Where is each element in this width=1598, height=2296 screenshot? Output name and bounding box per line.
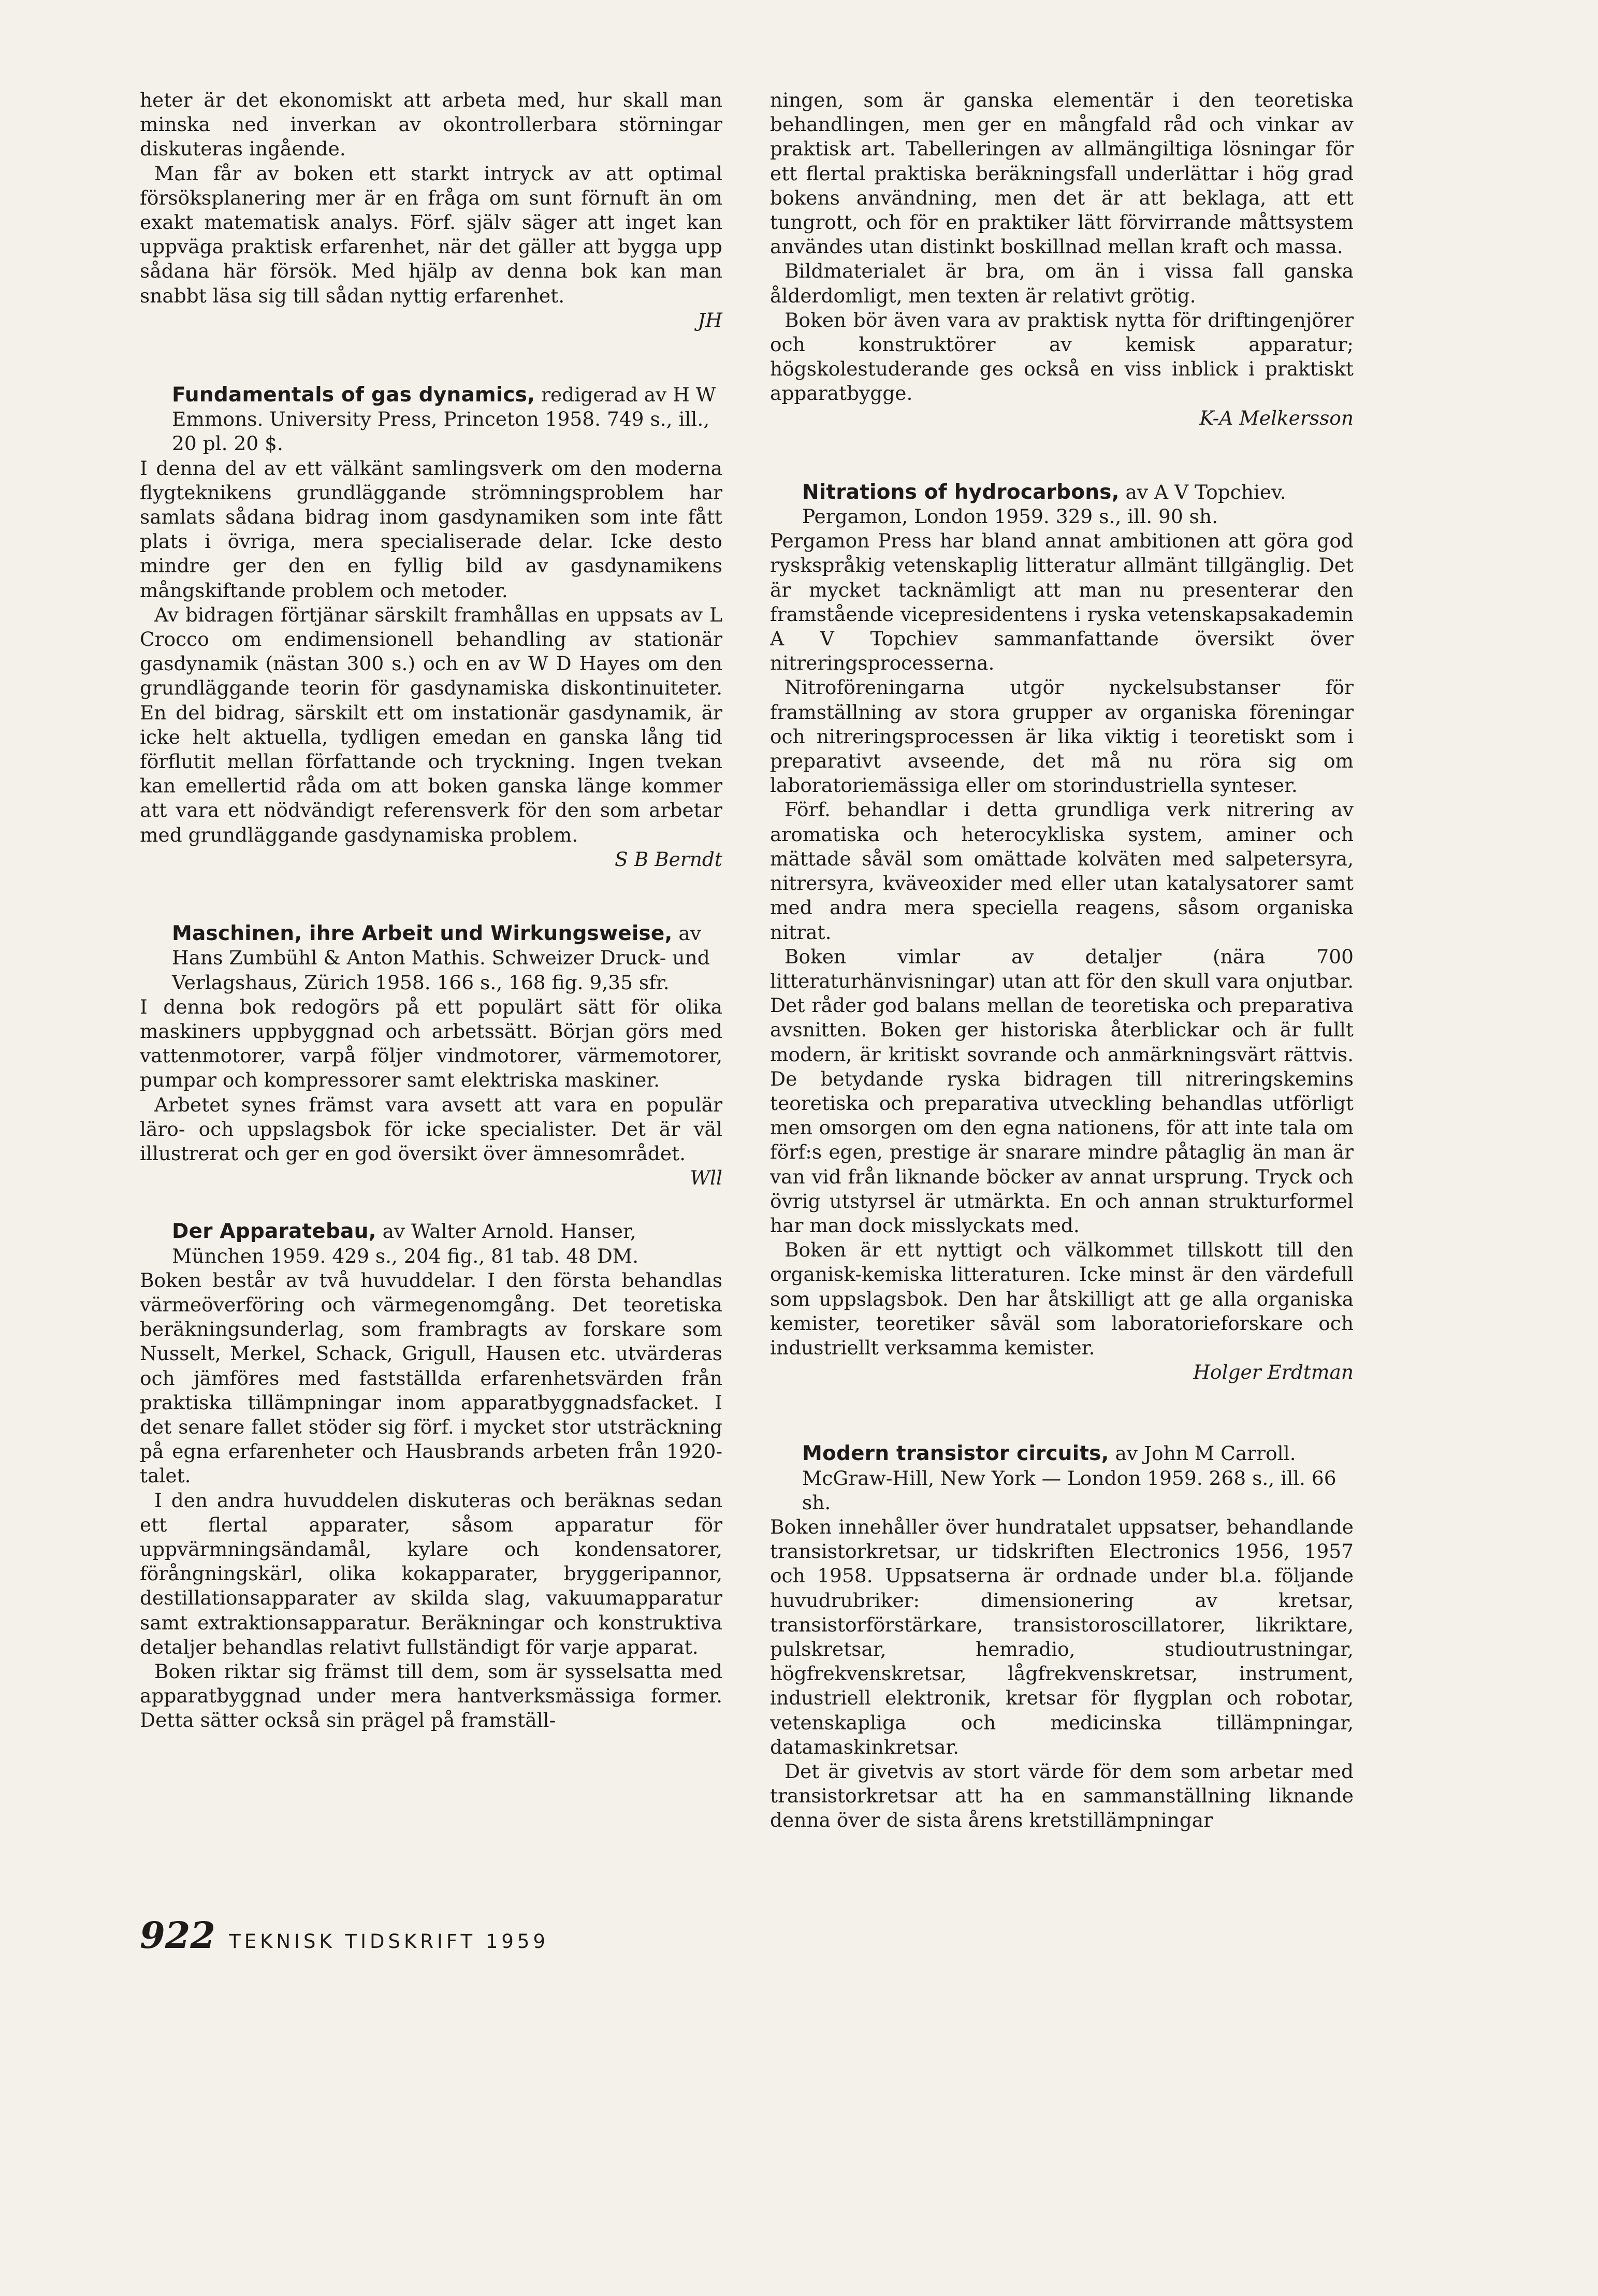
paragraph: Boken vimlar av detaljer (nära 700 litteraturhänvisningar) utan att för den skull vara onjutbar. Det råder god balans mellan de teoretiska och preparativa avsnitten. Boken ger historiska återblickar och är fullt modern, är kritiskt sovrande och anmärkningsvärt rättvis. De betydande ryska bidragen till nitreringskemins teoretiska och preparativa utveckling behandlas utförligt men omsorgen om den egna nationens, för att inte tala om förf:s egen, prestige är snarare mindre påtaglig än man är van vid från liknande böcker av annat ursprung. Tryck och övrig utstyrsel är utmärkta. En och annan strukturformel har man dock misslyckats med.	[770, 945, 1354, 1237]
journal-title: TEKNISK TIDSKRIFT 1959	[229, 1930, 549, 1953]
paragraph: Boken innehåller över hundratalet uppsatser, behandlande transistorkretsar, ur tidskriften Electronics 1956, 1957 och 1958. Uppsatserna är ordnade under bl.a. följande huvudrubriker: dimensionering av kretsar, transistorförstärkare, transistoroscillatorer, likriktare, pulskretsar, hemradio, studioutrustningar, högfrekvenskretsar, lågfrekvenskretsar, instrument, industriell elektronik, kretsar för flygplan och robotar, vetenskapliga och medicinska tillämpningar, datamaskinkretsar.	[770, 1515, 1354, 1758]
paragraph: Arbetet synes främst vara avsett att vara en populär läro- och uppslagsbok för icke specialister. Det är väl illustrerat och ger en god översikt över ämnesområdet.	[140, 1093, 722, 1165]
review-continued	[770, 88, 1354, 430]
book-details: av Hans Zumbühl & Anton Mathis. Schweizer Druck- und Verlagshaus, Zürich 1958. 166 s., 168 fig. 9,35 sfr.	[172, 922, 710, 994]
reviewer-signature: S B Berndt	[615, 847, 722, 871]
right-column	[770, 88, 1354, 1833]
book-details: av Walter Arnold. Hanser, München 1959. 429 s., 204 fig., 81 tab. 48 DM.	[172, 1220, 639, 1267]
paragraph: Nitroföreningarna utgör nyckelsubstanser för framställning av stora grupper av organiska föreningar och nitreringsprocessen är lika viktig i teoretiskt som i preparativt avseende, det må nu röra sig om laboratoriemässiga eller om storindustriella synteser.	[770, 676, 1354, 797]
review-heading	[770, 480, 1354, 529]
review-heading	[140, 383, 722, 456]
paragraph: Förf. behandlar i detta grundliga verk nitrering av aromatiska och heterocykliska system, aminer och mättade såväl som omättade kolväten med salpetersyra, nitrersyra, kväveoxider med eller utan katalysatorer samt med andra mera speciella reagens, såsom organiska nitrat.	[770, 798, 1354, 944]
review-nitrations	[770, 480, 1354, 1385]
reviewer-signature: Wll	[690, 1166, 722, 1190]
review-maschinen	[140, 921, 722, 1190]
paragraph: Man får av boken ett starkt intryck av att optimal försöksplanering mer är en fråga om sunt förnuft än om exakt matematisk analys. Förf. själv säger att inget kan uppväga praktisk erfarenhet, när det gäller att bygga upp sådana här försök. Med hjälp av denna bok kan man snabbt läsa sig till sådan nyttig erfarenhet.	[140, 162, 722, 307]
paragraph: Boken bör även vara av praktisk nytta för driftingenjörer och konstruktörer av kemisk apparatur; högskolestuderande ges också en viss inblick i praktiskt apparatbygge.	[770, 308, 1354, 405]
paragraph: I denna bok redogörs på ett populärt sätt för olika maskiners uppbyggnad och arbetssätt. Början görs med vattenmotorer, varpå följer vindmotorer, värmemotorer, pumpar och kompressorer samt elektriska maskiner.	[140, 995, 722, 1092]
reviewer-signature: Holger Erdtman	[1193, 1361, 1354, 1384]
review-transistor-circuits	[770, 1441, 1354, 1832]
book-details: av John M Carroll. McGraw-Hill, New York — London 1959. 268 s., ill. 66 sh.	[802, 1442, 1336, 1514]
paragraph: heter är det ekonomiskt att arbeta med, hur skall man minska ned inverkan av okontrollerbara störningar diskuteras ingående.	[140, 89, 722, 161]
paragraph: Det är givetvis av stort värde för dem som arbetar med transistorkretsar att ha en sammanställning liknande denna över de sista årens kretstillämpningar	[770, 1760, 1354, 1832]
review-heading	[140, 921, 722, 995]
reviewer-signature: JH	[698, 308, 722, 331]
review-apparatebau	[140, 1219, 722, 1732]
page-footer	[140, 1914, 549, 1957]
book-title: Modern transistor circuits,	[802, 1442, 1109, 1466]
paragraph: ningen, som är ganska elementär i den teoretiska behandlingen, men ger en mångfald råd och vinkar av praktisk art. Tabelleringen av allmängiltiga lösningar för ett flertal praktiska beräkningsfall underlättar i hög grad bokens användning, men det är att beklaga, att ett tungrott, och för en praktiker lätt förvirrande måttsystem användes utan distinkt boskillnad mellan kraft och massa.	[770, 89, 1354, 258]
review-continued	[140, 88, 722, 333]
paragraph: Boken är ett nyttigt och välkommet tillskott till den organisk-kemiska litteraturen. Icke minst är den värdefull som uppslagsbok. Den har åtskilligt att ge alla organiska kemister, teoretiker såväl som laboratorieforskare och industriellt verksamma kemister.	[770, 1238, 1354, 1359]
paragraph: Pergamon Press har bland annat ambitionen att göra god ryskspråkig vetenskaplig litteratur allmänt tillgänglig. Det är mycket tacknämligt att man nu presenterar den framstående vicepresidentens i ryska vetenskapsakademin A V Topchiev sammanfattande översikt över nitreringsprocesserna.	[770, 529, 1354, 675]
paragraph: Boken riktar sig främst till dem, som är sysselsatta med apparatbyggnad under mera hantverksmässiga former. Detta sätter också sin prägel på framställ-	[140, 1659, 722, 1732]
book-title: Der Apparatebau,	[172, 1220, 376, 1244]
book-title: Fundamentals of gas dynamics,	[172, 383, 535, 407]
reviewer-signature: K-A Melkersson	[1199, 406, 1354, 429]
review-heading	[140, 1219, 722, 1268]
review-heading	[770, 1441, 1354, 1515]
book-title: Nitrations of hydrocarbons,	[802, 480, 1120, 504]
review-gas-dynamics	[140, 383, 722, 872]
paragraph: Bildmaterialet är bra, om än i vissa fall ganska ålderdomligt, men texten är relativt grötig.	[770, 259, 1354, 307]
book-details: redigerad av H W Emmons. University Press, Princeton 1958. 749 s., ill., 20 pl. 20 $.	[172, 383, 716, 455]
book-title: Maschinen, ihre Arbeit und Wirkungsweise,	[172, 922, 673, 946]
paragraph: I denna del av ett välkänt samlingsverk om den moderna flygteknikens grundläggande strömningsproblem har samlats sådana bidrag inom gasdynamiken som inte fått plats i övriga, mera specialiserade delar. Icke desto mindre ger den en fyllig bild av gasdynamikens mångskiftande problem och metoder.	[140, 456, 722, 602]
left-column	[140, 88, 722, 1733]
book-details: av A V Topchiev. Pergamon, London 1959. 329 s., ill. 90 sh.	[802, 480, 1286, 528]
paragraph: Av bidragen förtjänar särskilt framhållas en uppsats av L Crocco om endimensionell behandling av stationär gasdynamik (nästan 300 s.) och en av W D Hayes om den grundläggande teorin för gasdynamiska diskontinuiteter. En del bidrag, särskilt ett om instationär gasdynamik, är icke helt aktuella, tydligen emedan en ganska lång tid förflutit mellan författande och tryckning. Ingen tvekan kan emellertid råda om att boken ganska länge kommer att vara ett nödvändigt referensverk för den som arbetar med grundläggande gasdynamiska problem.	[140, 603, 722, 846]
paragraph: Boken består av två huvuddelar. I den första behandlas värmeöverföring och värmegenomgång. Det teoretiska beräkningsunderlag, som frambragts av forskare som Nusselt, Merkel, Schack, Grigull, Hausen etc. utvärderas och jämföres med fastställda erfarenhetsvärden från praktiska tillämpningar inom apparatbyggnadsfacket. I det senare fallet stöder sig förf. i mycket stor utsträckning på egna erfarenheter och Hausbrands arbeten från 1920-talet.	[140, 1268, 722, 1488]
paragraph: I den andra huvuddelen diskuteras och beräknas sedan ett flertal apparater, såsom apparatur för uppvärmningsändamål, kylare och kondensatorer, förångningskärl, olika kokapparater, bryggeripannor, destillationsapparater av skilda slag, vakuumapparatur samt extraktionsapparatur. Beräkningar och konstruktiva detaljer behandlas relativt fullständigt för varje apparat.	[140, 1489, 722, 1658]
page-number: 922	[140, 1914, 216, 1957]
